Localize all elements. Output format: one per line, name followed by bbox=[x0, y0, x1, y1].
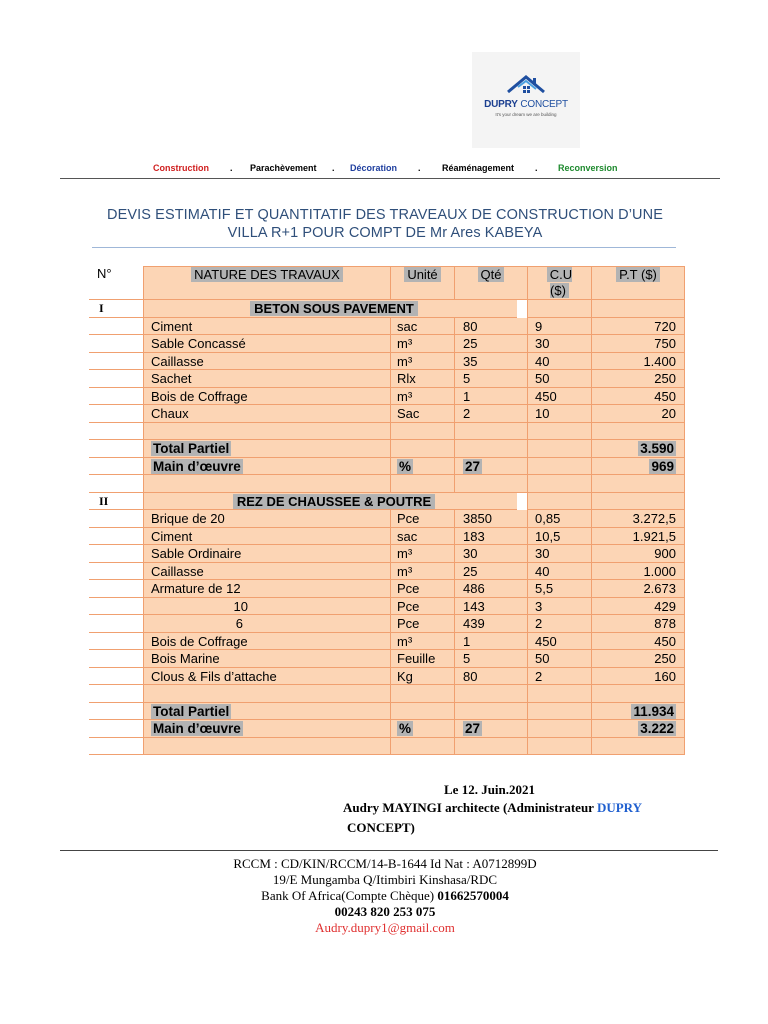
empty-cell bbox=[89, 475, 143, 493]
labor-label-cell bbox=[143, 720, 390, 738]
section-title-cell bbox=[143, 493, 517, 511]
company-logo bbox=[472, 52, 580, 148]
item-quantity: 5 bbox=[454, 650, 527, 668]
item-unit: Pce bbox=[390, 510, 454, 528]
empty-cell bbox=[390, 738, 454, 756]
section-header-row bbox=[89, 493, 685, 511]
row-num-cell bbox=[89, 633, 143, 651]
item-quantity: 5 bbox=[454, 370, 527, 388]
empty-cell bbox=[89, 685, 143, 703]
item-unit-price: 0,85 bbox=[527, 510, 591, 528]
empty-cell bbox=[89, 738, 143, 756]
item-unit: m³ bbox=[390, 633, 454, 651]
item-quantity: 486 bbox=[454, 580, 527, 598]
footer-divider bbox=[60, 850, 718, 851]
section-title-cell bbox=[143, 300, 517, 318]
row-num-cell bbox=[89, 545, 143, 563]
row-num-cell bbox=[89, 353, 143, 371]
empty-cell bbox=[143, 475, 390, 493]
table-row bbox=[89, 545, 685, 563]
empty-cell bbox=[143, 423, 390, 441]
empty-cell bbox=[143, 685, 390, 703]
item-unit: Pce bbox=[390, 615, 454, 633]
section-header-row bbox=[89, 300, 685, 318]
labor-row bbox=[89, 720, 685, 738]
table-header-row bbox=[89, 266, 685, 300]
subtotal-label: Total Partiel bbox=[153, 441, 230, 456]
empty-cell bbox=[89, 720, 143, 738]
item-total-price: 720 bbox=[591, 318, 685, 336]
empty-cell bbox=[527, 720, 591, 738]
header-pt: P.T ($) bbox=[616, 267, 660, 282]
item-unit: m³ bbox=[390, 545, 454, 563]
item-unit: m³ bbox=[390, 563, 454, 581]
labor-unit: % bbox=[399, 458, 412, 474]
logo-brand-suffix: CONCEPT bbox=[520, 99, 568, 110]
item-total-price: 250 bbox=[591, 370, 685, 388]
table-row bbox=[89, 528, 685, 546]
item-description: Caillasse bbox=[143, 563, 390, 581]
labor-value-cell bbox=[591, 720, 685, 738]
item-total-price: 1.000 bbox=[591, 563, 685, 581]
item-quantity: 1 bbox=[454, 388, 527, 406]
item-total-price: 250 bbox=[591, 650, 685, 668]
empty-cell bbox=[143, 738, 390, 756]
item-total-price: 900 bbox=[591, 545, 685, 563]
signature-name bbox=[343, 800, 642, 816]
blank-row bbox=[89, 738, 685, 756]
empty-cell bbox=[390, 703, 454, 721]
item-unit: m³ bbox=[390, 353, 454, 371]
header-num-cell bbox=[89, 266, 143, 300]
empty-cell bbox=[527, 493, 591, 511]
subtotal-value-cell bbox=[591, 703, 685, 721]
item-description: Sachet bbox=[143, 370, 390, 388]
item-description: Bois de Coffrage bbox=[143, 633, 390, 651]
labor-qty-cell bbox=[454, 458, 527, 476]
item-description: Sable Concassé bbox=[143, 335, 390, 353]
footer-rccm: RCCM : CD/KIN/RCCM/14-B-1644 Id Nat : A0712899D bbox=[233, 856, 537, 871]
services-line bbox=[150, 163, 620, 177]
signature-brand: DUPRY bbox=[596, 800, 643, 815]
footer-bank-label: Bank Of Africa(Compte Chèque) bbox=[261, 888, 438, 903]
item-unit-price: 2 bbox=[527, 615, 591, 633]
item-quantity: 3850 bbox=[454, 510, 527, 528]
empty-cell bbox=[454, 703, 527, 721]
subtotal-row bbox=[89, 440, 685, 458]
subtotal-row bbox=[89, 703, 685, 721]
header-cu-cell bbox=[527, 266, 591, 300]
row-num-cell bbox=[89, 668, 143, 686]
service-reamenagement: Réaménagement bbox=[442, 163, 515, 173]
service-parachevement: Parachèvement bbox=[250, 163, 317, 173]
title-line-1: DEVIS ESTIMATIF ET QUANTITATIF DES TRAVEAUX DE CONSTRUCTION D’UNE bbox=[107, 207, 663, 223]
empty-cell bbox=[591, 738, 685, 756]
table-row bbox=[89, 388, 685, 406]
item-quantity: 183 bbox=[454, 528, 527, 546]
item-description: Chaux bbox=[143, 405, 390, 423]
empty-cell bbox=[89, 703, 143, 721]
labor-unit-cell bbox=[390, 458, 454, 476]
subtotal-value: 11.934 bbox=[633, 703, 674, 719]
item-unit-price: 3 bbox=[527, 598, 591, 616]
labor-value: 969 bbox=[651, 458, 674, 474]
item-unit: sac bbox=[390, 318, 454, 336]
section-number: I bbox=[89, 300, 143, 318]
title-line-2: VILLA R+1 POUR COMPT DE Mr Ares KABEYA bbox=[227, 225, 543, 241]
header-desc: NATURE DES TRAVAUX bbox=[191, 267, 343, 282]
empty-cell bbox=[591, 423, 685, 441]
item-total-price: 1.400 bbox=[591, 353, 685, 371]
header-num: N° bbox=[97, 266, 112, 281]
service-separator: . bbox=[230, 163, 233, 173]
subtotal-label-cell bbox=[143, 703, 390, 721]
item-total-price: 450 bbox=[591, 388, 685, 406]
service-separator: . bbox=[418, 163, 421, 173]
item-unit-price: 10,5 bbox=[527, 528, 591, 546]
header-unit-cell bbox=[390, 266, 454, 300]
table-row bbox=[89, 335, 685, 353]
empty-cell bbox=[390, 440, 454, 458]
footer-bank bbox=[150, 888, 620, 904]
header-desc-cell bbox=[143, 266, 390, 300]
table-row bbox=[89, 318, 685, 336]
item-description: Bois de Coffrage bbox=[143, 388, 390, 406]
item-total-price: 2.673 bbox=[591, 580, 685, 598]
item-quantity: 25 bbox=[454, 335, 527, 353]
item-unit: sac bbox=[390, 528, 454, 546]
labor-percentage: 27 bbox=[465, 458, 481, 474]
signature-name-text: Audry MAYINGI architecte (Administrateur bbox=[343, 800, 597, 815]
service-construction: Construction bbox=[153, 163, 209, 173]
table-row bbox=[89, 615, 685, 633]
header-divider bbox=[60, 178, 720, 179]
item-unit-price: 2 bbox=[527, 668, 591, 686]
section-title: REZ DE CHAUSSEE & POUTRE bbox=[233, 494, 435, 509]
title-underline bbox=[92, 247, 676, 248]
logo-brand: DUPRY bbox=[484, 99, 518, 110]
row-num-cell bbox=[89, 650, 143, 668]
empty-cell bbox=[527, 738, 591, 756]
subtotal-label: Total Partiel bbox=[153, 703, 230, 719]
item-quantity: 80 bbox=[454, 318, 527, 336]
blank-row bbox=[89, 475, 685, 493]
item-description: Caillasse bbox=[143, 353, 390, 371]
item-total-price: 20 bbox=[591, 405, 685, 423]
item-unit-price: 450 bbox=[527, 388, 591, 406]
empty-cell bbox=[454, 423, 527, 441]
labor-percentage: 27 bbox=[465, 721, 481, 736]
empty-cell bbox=[89, 423, 143, 441]
item-total-price: 750 bbox=[591, 335, 685, 353]
footer-email[interactable]: Audry.dupry1@gmail.com bbox=[315, 920, 455, 935]
item-total-price: 1.921,5 bbox=[591, 528, 685, 546]
blank-row bbox=[89, 685, 685, 703]
empty-cell bbox=[454, 475, 527, 493]
service-decoration: Décoration bbox=[350, 163, 398, 173]
labor-value-cell bbox=[591, 458, 685, 476]
header-unit: Unité bbox=[404, 267, 440, 282]
labor-row bbox=[89, 458, 685, 476]
empty-cell bbox=[89, 458, 143, 476]
item-description: 10 bbox=[143, 598, 390, 616]
labor-qty-cell bbox=[454, 720, 527, 738]
item-quantity: 80 bbox=[454, 668, 527, 686]
labor-label: Main d’œuvre bbox=[153, 721, 241, 736]
header-cu: C.U ($) bbox=[547, 267, 572, 298]
section-number: II bbox=[89, 493, 143, 511]
row-num-cell bbox=[89, 528, 143, 546]
footer-bank-account: 01662570004 bbox=[437, 888, 509, 903]
item-quantity: 25 bbox=[454, 563, 527, 581]
item-unit: Kg bbox=[390, 668, 454, 686]
labor-unit-cell bbox=[390, 720, 454, 738]
header-pt-cell bbox=[591, 266, 685, 300]
item-unit-price: 450 bbox=[527, 633, 591, 651]
item-unit: Pce bbox=[390, 580, 454, 598]
item-unit-price: 40 bbox=[527, 563, 591, 581]
item-unit-price: 30 bbox=[527, 545, 591, 563]
header-qty: Qté bbox=[478, 267, 505, 282]
item-quantity: 1 bbox=[454, 633, 527, 651]
item-description: Bois Marine bbox=[143, 650, 390, 668]
row-num-cell bbox=[89, 580, 143, 598]
item-quantity: 35 bbox=[454, 353, 527, 371]
table-row bbox=[89, 650, 685, 668]
row-num-cell bbox=[89, 318, 143, 336]
table-row bbox=[89, 633, 685, 651]
item-quantity: 2 bbox=[454, 405, 527, 423]
empty-cell bbox=[527, 458, 591, 476]
labor-label: Main d’œuvre bbox=[153, 458, 241, 474]
section-title: BETON SOUS PAVEMENT bbox=[250, 301, 418, 316]
empty-cell bbox=[390, 475, 454, 493]
empty-cell bbox=[527, 423, 591, 441]
item-unit-price: 9 bbox=[527, 318, 591, 336]
empty-cell bbox=[591, 685, 685, 703]
item-unit-price: 40 bbox=[527, 353, 591, 371]
item-unit: Rlx bbox=[390, 370, 454, 388]
item-description: 6 bbox=[143, 615, 390, 633]
item-quantity: 143 bbox=[454, 598, 527, 616]
empty-cell bbox=[454, 440, 527, 458]
subtotal-label-cell bbox=[143, 440, 390, 458]
document-title bbox=[90, 206, 680, 242]
table-row bbox=[89, 353, 685, 371]
item-description: Sable Ordinaire bbox=[143, 545, 390, 563]
row-num-cell bbox=[89, 388, 143, 406]
item-unit-price: 50 bbox=[527, 650, 591, 668]
empty-cell bbox=[89, 440, 143, 458]
empty-cell bbox=[527, 440, 591, 458]
row-num-cell bbox=[89, 510, 143, 528]
empty-cell bbox=[527, 703, 591, 721]
labor-unit: % bbox=[399, 721, 412, 736]
item-unit: Sac bbox=[390, 405, 454, 423]
table-row bbox=[89, 598, 685, 616]
footer-phone: 00243 820 253 075 bbox=[334, 904, 436, 919]
row-num-cell bbox=[89, 563, 143, 581]
item-total-price: 878 bbox=[591, 615, 685, 633]
item-total-price: 3.272,5 bbox=[591, 510, 685, 528]
empty-cell bbox=[591, 493, 685, 511]
house-roof-icon bbox=[506, 74, 546, 100]
footer-address: 19/E Mungamba Q/Itimbiri Kinshasa/RDC bbox=[272, 872, 498, 887]
item-unit: Feuille bbox=[390, 650, 454, 668]
item-unit: m³ bbox=[390, 335, 454, 353]
item-unit-price: 5,5 bbox=[527, 580, 591, 598]
service-separator: . bbox=[535, 163, 538, 173]
blank-row bbox=[89, 423, 685, 441]
item-total-price: 450 bbox=[591, 633, 685, 651]
labor-value: 3.222 bbox=[640, 721, 674, 736]
item-total-price: 160 bbox=[591, 668, 685, 686]
signature-name-cont: CONCEPT) bbox=[347, 820, 415, 835]
service-reconversion: Reconversion bbox=[558, 163, 618, 173]
table-row bbox=[89, 510, 685, 528]
empty-cell bbox=[527, 300, 591, 318]
row-num-cell bbox=[89, 615, 143, 633]
item-quantity: 439 bbox=[454, 615, 527, 633]
subtotal-value: 3.590 bbox=[640, 441, 674, 456]
table-row bbox=[89, 580, 685, 598]
labor-label-cell bbox=[143, 458, 390, 476]
item-unit: Pce bbox=[390, 598, 454, 616]
item-unit: m³ bbox=[390, 388, 454, 406]
logo-wordmark bbox=[472, 99, 580, 110]
table-row bbox=[89, 668, 685, 686]
item-total-price: 429 bbox=[591, 598, 685, 616]
empty-cell bbox=[527, 475, 591, 493]
table-row bbox=[89, 370, 685, 388]
header-qty-cell bbox=[454, 266, 527, 300]
item-description: Brique de 20 bbox=[143, 510, 390, 528]
item-description: Armature de 12 bbox=[143, 580, 390, 598]
item-unit-price: 10 bbox=[527, 405, 591, 423]
logo-tagline: It's your dream we are building bbox=[495, 112, 557, 117]
item-description: Clous & Fils d’attache bbox=[143, 668, 390, 686]
empty-cell bbox=[454, 685, 527, 703]
empty-cell bbox=[527, 685, 591, 703]
item-quantity: 30 bbox=[454, 545, 527, 563]
signature-date: Le 12. Juin.2021 bbox=[444, 782, 536, 797]
row-num-cell bbox=[89, 335, 143, 353]
table-row bbox=[89, 563, 685, 581]
item-unit-price: 30 bbox=[527, 335, 591, 353]
subtotal-value-cell bbox=[591, 440, 685, 458]
empty-cell bbox=[390, 423, 454, 441]
service-separator: . bbox=[332, 163, 335, 173]
empty-cell bbox=[390, 685, 454, 703]
empty-cell bbox=[591, 475, 685, 493]
table-row bbox=[89, 405, 685, 423]
row-num-cell bbox=[89, 405, 143, 423]
empty-cell bbox=[454, 738, 527, 756]
row-num-cell bbox=[89, 598, 143, 616]
item-description: Ciment bbox=[143, 318, 390, 336]
row-num-cell bbox=[89, 370, 143, 388]
empty-cell bbox=[591, 300, 685, 318]
item-description: Ciment bbox=[143, 528, 390, 546]
item-unit-price: 50 bbox=[527, 370, 591, 388]
